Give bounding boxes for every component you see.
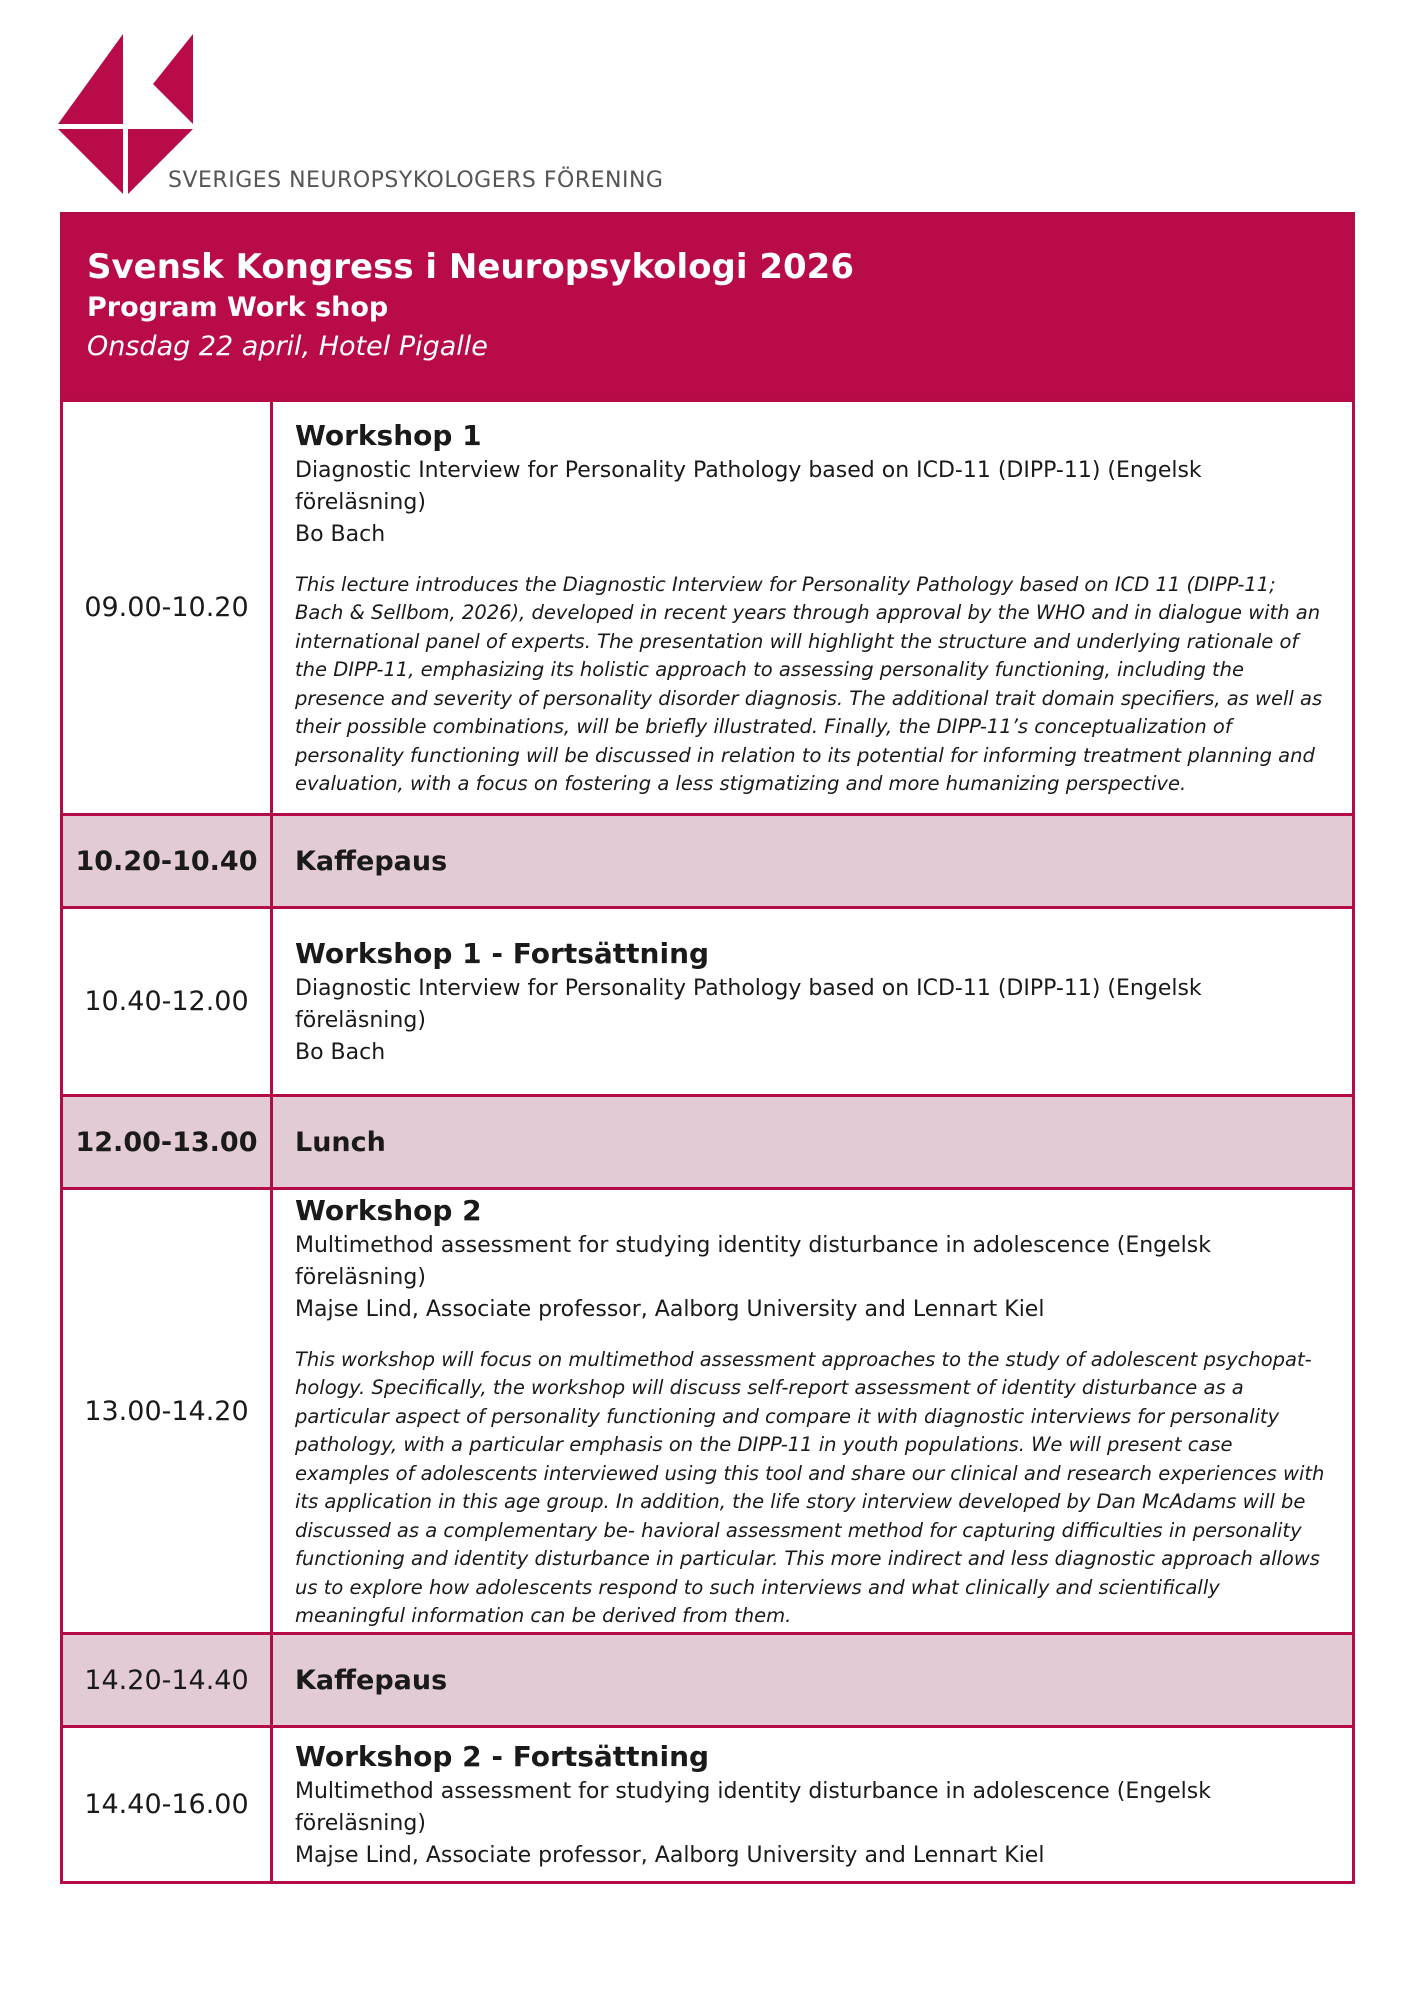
schedule-row-lunch	[63, 1094, 1352, 1187]
schedule-row-break	[63, 813, 1352, 906]
session-speaker: Majse Lind, Associate professor, Aalborg University and Lennart Kiel	[295, 1296, 1045, 1322]
schedule-row-workshop-1	[63, 399, 1352, 813]
session-topic: Multimethod assessment for studying identity disturbance in adolescence (Engelsk föreläsning)	[295, 1778, 1211, 1836]
time-cell: 10.20-10.40	[63, 816, 273, 906]
break-label: Lunch	[295, 1126, 386, 1158]
session-speaker: Majse Lind, Associate professor, Aalborg University and Lennart Kiel	[295, 1842, 1045, 1868]
program-table	[60, 212, 1355, 1884]
schedule-row-workshop-2-continued	[63, 1725, 1352, 1881]
session-title: Workshop 1 - Fortsättning	[295, 936, 710, 970]
schedule-row-workshop-1-continued	[63, 906, 1352, 1094]
break-content	[273, 1097, 1352, 1187]
session-title: Workshop 2	[295, 1193, 482, 1227]
schedule-row-workshop-2	[63, 1187, 1352, 1632]
session-topic: Diagnostic Interview for Personality Pathology based on ICD-11 (DIPP-11) (Engelsk föreläsning)	[295, 975, 1202, 1033]
time-cell: 14.40-16.00	[63, 1728, 273, 1881]
break-label: Kaffepaus	[295, 1664, 448, 1696]
session-title: Workshop 1	[295, 418, 482, 452]
session-speaker: Bo Bach	[295, 1039, 386, 1065]
session-description: This lecture introduces the Diagnostic Interview for Personality Pathology based on ICD 11 (DIPP-11; Bach & Sellbom, 2026), developed in recent years through approval by the WHO and in dialogue with an international panel of experts. The presentation will highlight the structure and underlying rationale of the DIPP-11, emphasizing its holistic approach to assessing personality functioning, including the presence and severity of personality disorder diagnosis. The additional trait domain specifiers, as well as their possible combinations, will be briefly illustrated. Finally, the DIPP-11’s conceptualization of personality functioning will be discussed in relation to its potential for informing treatment planning and evaluation, with a focus on fostering a less stigmatizing and more humanizing perspective.	[295, 572, 1323, 795]
program-header	[63, 215, 1352, 399]
page-title: Svensk Kongress i Neuropsykologi 2026	[87, 247, 854, 287]
session-title: Workshop 2 - Fortsättning	[295, 1739, 710, 1773]
session-content	[273, 1190, 1352, 1632]
session-speaker: Bo Bach	[295, 521, 386, 547]
time-cell: 12.00-13.00	[63, 1097, 273, 1187]
organization-name: SVERIGES NEUROPSYKOLOGERS FÖRENING	[168, 168, 664, 193]
schedule-row-break	[63, 1632, 1352, 1725]
session-content	[273, 1728, 1352, 1881]
session-topic: Multimethod assessment for studying identity disturbance in adolescence (Engelsk föreläsning)	[295, 1232, 1211, 1290]
session-description: This workshop will focus on multimethod assessment approaches to the study of adolescent psychopat- hology. Specifically, the workshop will discuss self-report assessment of identity disturbance as a particular aspect of personality functioning and compare it with diagnostic interviews for personality pathology, with a particular emphasis on the DIPP-11 in youth populations. We will present case examples of adolescents interviewed using this tool and share our clinical and research experiences with its application in this age group. In addition, the life story interview developed by Dan McAdams will be discussed as a complementary be- havioral assessment method for capturing difficulties in personality functioning and identity disturbance in particular. This more indirect and less diagnostic approach allows us to explore how adolescents respond to such interviews and what clinically and scientifically meaningful information can be derived from them.	[295, 1347, 1325, 1627]
time-cell: 14.20-14.40	[63, 1635, 273, 1725]
time-cell: 09.00-10.20	[63, 402, 273, 813]
page-subtitle: Program Work shop	[87, 292, 389, 323]
time-cell: 10.40-12.00	[63, 909, 273, 1094]
event-date: Onsdag 22 april, Hotel Pigalle	[87, 331, 488, 362]
organization-logo	[58, 34, 664, 204]
session-topic: Diagnostic Interview for Personality Pathology based on ICD-11 (DIPP-11) (Engelsk föreläsning)	[295, 457, 1202, 515]
time-cell: 13.00-14.20	[63, 1190, 273, 1632]
session-content	[273, 402, 1352, 813]
break-label: Kaffepaus	[295, 845, 448, 877]
break-content	[273, 816, 1352, 906]
session-content	[273, 909, 1352, 1094]
break-content	[273, 1635, 1352, 1725]
